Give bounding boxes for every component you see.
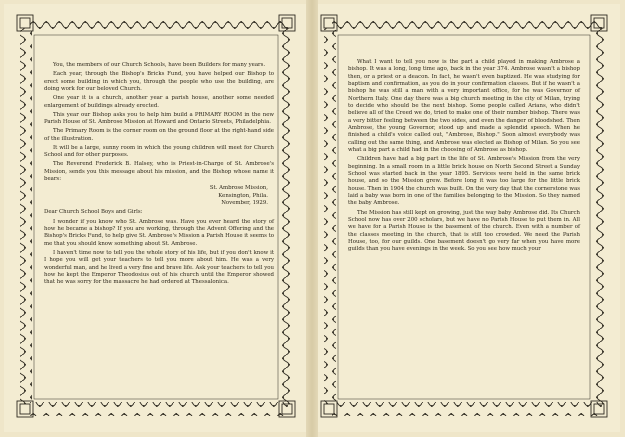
paragraph: This year our Bishop asks you to help him build a PRIMARY ROOM in the new Parish House of St. Ambrose Mission at Howard and Ontario Streets, Philadelphia. <box>44 111 274 126</box>
left-page-text <box>44 62 274 289</box>
paragraph: You, the members of our Church Schools, have been Builders for many years. <box>53 62 266 68</box>
left-page <box>4 4 306 432</box>
address-line: November, 1929. <box>221 200 268 207</box>
paragraph: Each year, through the Bishop's Bricks Fund, you have helped our Bishop to erect some building in which you, through the people who use the building, are doing work for our beloved Church. <box>44 71 274 92</box>
paragraph: The Mission has still kept on growing, just the way baby Ambrose did. Its Church School now has over 200 scholars, but we have no Parish House to put them in. All we have for a Parish House is the basement of the church. Even with a number of the classes meeting in the church, that is still too crowded. We need the Parish House, too, for our guilds. One basement doesn't go very far when you have more guilds than you have evenings in the week. So you see how much your <box>348 209 580 253</box>
paragraph: What I want to tell you now is the part a child played in making Ambrose a bishop. It was a long, long time ago, back in the year 374. Ambrose wasn't a bishop then, or a priest or a deacon. In fact, he wasn't even baptized. He was studying for baptism and confirmation, as you do in your confirmation classes. But if he wasn't a bishop he was still a man with a very important office, for he was Governor of Northern Italy. One day there was a big church meeting in the city of Milan, trying to decide who should be the next bishop. Some people called Arians, who didn't believe all of the Creed we do, tried to make one of their number bishop. There was a very bitter feeling between the two sides, and even the danger of bloodshed. Then Ambrose, the young Governor, stood up and made a splendid speech. When he finished a child's voice called out, "Ambrose, Bishop." Soon almost everybody was calling out the same thing, and Ambrose was elected as Bishop of Milan. So you see what a big part a child had in the choosing of Ambrose as bishop. <box>348 59 580 154</box>
right-page <box>318 4 620 432</box>
paragraph: I wonder if you know who St. Ambrose was. Have you ever heard the story of how he became a bishop? If you are working, through the Advent Offering and the Bishop's Bricks Fund, to help give St. Ambrose's Mission a Parish House it seems to me that you should know something about St. Ambrose. <box>44 218 275 247</box>
book-gutter <box>306 0 318 437</box>
paragraph: The Reverend Frederick B. Halsey, who is Priest-in-Charge of St. Ambrose's Mission, sends you this message about his mission, and the Bishop whose name it bears: <box>44 161 274 183</box>
salutation: Dear Church School Boys and Girls: <box>44 209 143 216</box>
paragraph: One year it is a church, another year a parish house, another some needed enlargement of buildings already erected. <box>44 95 274 109</box>
paragraph: Children have had a big part in the life of St. Ambrose's Mission from the very beginning. In a small room in a little brick house on North Second Street a Sunday School was started back in the year 1895. Services were held in the same brick house, and so the Mission grew. Before long it was too large for the little brick house. Then in 1904 the church was built. On the very day that the cornerstone was laid a baby was born in one of the families belonging to the Mission. So they named the baby Ambrose. <box>348 156 580 207</box>
letter-address <box>44 185 274 207</box>
right-page-text <box>348 59 580 256</box>
address-line: Kensington, Phila. <box>218 192 268 199</box>
paragraph: I haven't time now to tell you the whole story of his life, but if you don't know it I hope you will get your teachers to tell you more about him. He was a very wonderful man, and he lived a very fine and brave life. Ask your teachers to tell you how he kept the Emperor Theodosius out of his church until the Emperor showed that he was sorry for the massacre he had ordered at Thessalonica. <box>44 249 274 286</box>
paragraph: It will be a large, sunny room in which the young children will meet for Church School and for other purposes. <box>44 144 274 159</box>
address-line: St. Ambrose Mission, <box>209 185 268 192</box>
paragraph: The Primary Room is the corner room on the ground floor at the right-hand side of the illustration. <box>44 128 274 142</box>
